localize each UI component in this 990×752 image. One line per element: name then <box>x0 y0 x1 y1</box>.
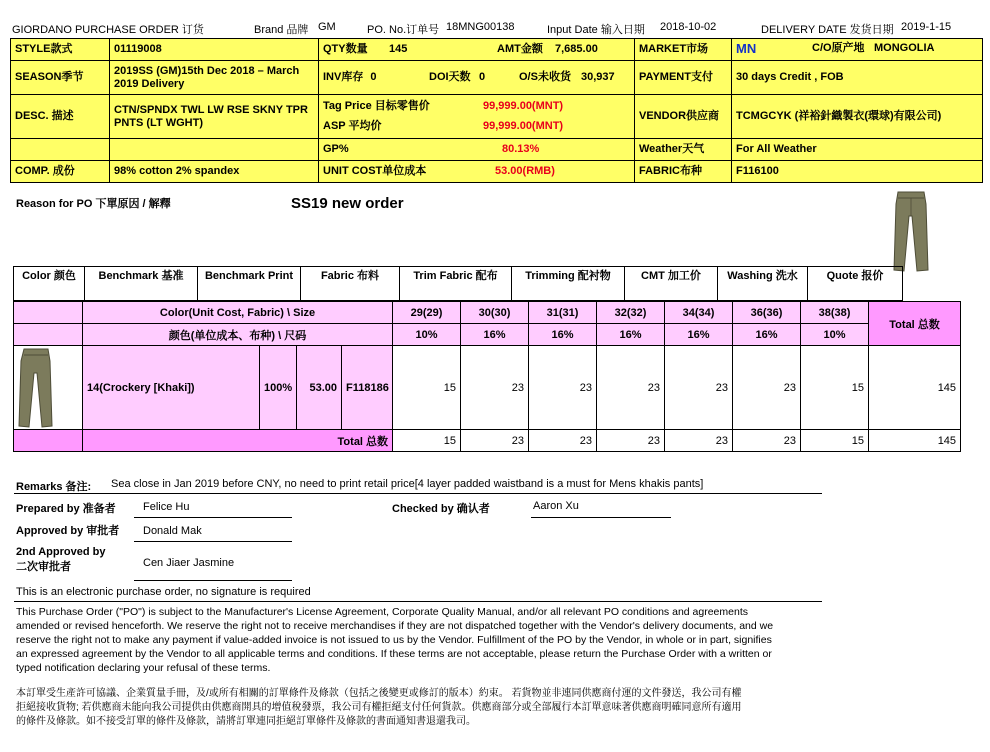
size-header: 29(29) <box>393 302 461 324</box>
po-number-value: 18MNG00138 <box>446 21 515 33</box>
tab-cmt[interactable]: CMT 加工价 <box>625 267 718 301</box>
signature-line <box>531 517 671 518</box>
legal-text-en <box>16 605 826 675</box>
signature-line <box>134 580 292 581</box>
gp-label: GP% <box>323 143 349 155</box>
legal-line: This Purchase Order ("PO") is subject to the Manufacturer's License Agreement, Corporate Quality Manual, and/or all relevant PO conditions and agreements <box>16 606 748 618</box>
asp-label: ASP 平均价 <box>323 120 382 132</box>
style-label: STYLE款式 <box>11 39 110 61</box>
legal-line: 拒絕接收貨物; 若供應商未能向我公司提供由供應商開具的增值稅發票，我公司有權拒絕支付任何貨款。供應商部分或全部履行本訂單意味著供應商明確同意所有適用 <box>16 702 742 713</box>
footer-qty: 15 <box>393 430 461 452</box>
size-ratio: 16% <box>665 324 733 346</box>
input-date-value: 2018-10-02 <box>660 21 717 33</box>
electronic-note: This is an electronic purchase order, no signature is required <box>16 586 311 598</box>
color-fabric: F118186 <box>342 346 393 430</box>
po-title: GIORDANO PURCHASE ORDER 订货 <box>12 24 204 36</box>
empty-cell <box>11 139 110 161</box>
os-value: 30,937 <box>581 71 615 83</box>
size-ratio: 16% <box>461 324 529 346</box>
second-approved-label-cn: 二次审批者 <box>16 561 71 573</box>
po-info-table <box>10 38 983 183</box>
footer-grand-total: 145 <box>869 430 961 452</box>
season-label: SEASON季节 <box>11 61 110 95</box>
size-header-en: Color(Unit Cost, Fabric) \ Size <box>83 302 393 324</box>
qty-label: QTY数量 <box>323 43 368 55</box>
row-total: 145 <box>869 346 961 430</box>
delivery-date-value: 2019-1-15 <box>901 21 952 33</box>
size-ratio: 16% <box>597 324 665 346</box>
gp-value: 80.13% <box>502 143 540 155</box>
size-ratio: 10% <box>801 324 869 346</box>
size-header: 32(32) <box>597 302 665 324</box>
footer-qty: 23 <box>461 430 529 452</box>
color-swatch-cell <box>14 346 83 430</box>
color-unit-cost: 53.00 <box>297 346 342 430</box>
size-header: 31(31) <box>529 302 597 324</box>
second-approved-value: Cen Jiaer Jasmine <box>143 557 235 569</box>
reason-value: SS19 new order <box>291 195 404 212</box>
tab-trimming[interactable]: Trimming 配衬物 <box>512 267 625 301</box>
second-approved-label-en: 2nd Approved by <box>16 546 106 558</box>
doi-label: DOI天数 <box>429 71 471 83</box>
tab-washing[interactable]: Washing 洗水 <box>718 267 808 301</box>
origin-value: MONGOLIA <box>874 42 935 54</box>
unit-cost-cell <box>319 161 635 183</box>
inv-value: 0 <box>370 71 377 83</box>
signature-line <box>134 541 292 542</box>
brand-value: GM <box>318 21 336 33</box>
market-label: MARKET市场 <box>635 39 732 61</box>
payment-value: 30 days Credit , FOB <box>732 61 983 95</box>
size-header: 36(36) <box>733 302 801 324</box>
legal-line: 本訂單受生產許可協議、企業質量手冊，及/或所有相關的訂單條件及條款（包括之後變更或修訂的版本）約束。 若貨物並非連同供應商付運的文件發送，我公司有權 <box>16 688 742 699</box>
footer-qty: 23 <box>597 430 665 452</box>
amt-value: 7,685.00 <box>555 43 598 55</box>
season-value: 2019SS (GM)15th Dec 2018 – March 2019 Delivery <box>110 61 319 95</box>
tag-price-value: 99,999.00(MNT) <box>483 100 564 112</box>
legal-line: reserve the right not to make any payment if value-added invoice is not issued to us by the Vendor. Fulfillment of the PO by the Vendor, in whole or in part, signifies <box>16 634 772 646</box>
asp-value: 99,999.00(MNT) <box>483 120 564 132</box>
table-row <box>14 346 961 430</box>
tab-trim-fabric[interactable]: Trim Fabric 配布 <box>400 267 512 301</box>
po-tabs-row <box>13 266 903 301</box>
inventory-cell <box>319 61 635 95</box>
po-number-label: PO. No.订单号 <box>367 24 440 36</box>
unit-cost-label: UNIT COST单位成本 <box>323 165 427 177</box>
weather-value: For All Weather <box>732 139 983 161</box>
footer-qty: 23 <box>665 430 733 452</box>
payment-label: PAYMENT支付 <box>635 61 732 95</box>
size-qty-cell[interactable]: 15 <box>393 346 461 430</box>
empty-cell <box>110 139 319 161</box>
size-breakdown-table <box>13 301 961 452</box>
approved-value: Donald Mak <box>143 525 202 537</box>
size-ratio: 10% <box>393 324 461 346</box>
amt-label: AMT金额 <box>497 43 543 55</box>
divider <box>14 601 822 602</box>
delivery-date-label: DELIVERY DATE 发货日期 <box>761 24 894 36</box>
prepared-value: Felice Hu <box>143 501 190 513</box>
legal-line: typed notification declaring your refusal of these terms. <box>16 662 271 674</box>
input-date-label: Input Date 输入日期 <box>547 24 645 36</box>
fabric-value: F116100 <box>732 161 983 183</box>
comp-label: COMP. 成份 <box>11 161 110 183</box>
footer-qty: 15 <box>801 430 869 452</box>
price-cell <box>319 95 635 139</box>
size-qty-cell[interactable]: 23 <box>529 346 597 430</box>
weather-label: Weather天气 <box>635 139 732 161</box>
color-name: 14(Crockery [Khaki]) <box>83 346 260 430</box>
size-ratio: 16% <box>733 324 801 346</box>
os-label: O/S未收货 <box>519 71 571 83</box>
legal-line: amended or revised henceforth. We reserve the right not to receive merchandises if they are not dispatched together with the Vendor's delivery documents, and we <box>16 620 774 632</box>
size-header-cn: 颜色(单位成本、布种) \ 尺码 <box>83 324 393 346</box>
footer-blank <box>14 430 83 452</box>
product-pants-thumbnail <box>890 190 932 274</box>
comp-value: 98% cotton 2% spandex <box>110 161 319 183</box>
checked-label: Checked by 确认者 <box>392 503 490 515</box>
color-percent: 100% <box>260 346 297 430</box>
legal-line: 的條件及條款。如不接受訂單的條件及條款，請將訂單連同拒絕訂單條件及條款的書面通知書退還我司。 <box>16 716 476 727</box>
footer-qty: 23 <box>733 430 801 452</box>
size-qty-cell[interactable]: 23 <box>461 346 529 430</box>
checked-value: Aaron Xu <box>533 500 579 512</box>
market-origin-cell <box>732 39 983 61</box>
footer-qty: 23 <box>529 430 597 452</box>
size-header-blank <box>14 324 83 346</box>
gp-cell <box>319 139 635 161</box>
tab-benchmark-print[interactable]: Benchmark Print <box>198 267 301 301</box>
tab-benchmark[interactable]: Benchmark 基准 <box>85 267 198 301</box>
doi-value: 0 <box>479 71 486 83</box>
brand-label: Brand 品牌 <box>254 24 309 36</box>
color-swatch-pants-image <box>16 347 56 429</box>
size-ratio: 16% <box>529 324 597 346</box>
legal-line: an expressed agreement by the Vendor to all applicable terms and conditions. If these terms are not acceptable, please return the Purchase Order with a written or <box>16 648 772 660</box>
fabric-label: FABRIC布种 <box>635 161 732 183</box>
divider <box>14 493 822 494</box>
size-header-blank <box>14 302 83 324</box>
footer-total-label: Total 总数 <box>83 430 393 452</box>
style-value: 01119008 <box>110 39 319 61</box>
qty-amt-cell <box>319 39 635 61</box>
market-value: MN <box>736 41 757 56</box>
origin-label: C/O原产地 <box>812 42 865 54</box>
tag-price-label: Tag Price 目标零售价 <box>323 100 430 112</box>
signature-line <box>134 517 292 518</box>
approved-label: Approved by 审批者 <box>16 525 120 537</box>
vendor-value: TCMGCYK (祥裕針織製衣(環球)有限公司) <box>732 95 983 139</box>
legal-text-cn <box>16 687 826 729</box>
size-qty-cell[interactable]: 23 <box>665 346 733 430</box>
inv-label: INV库存 <box>323 71 364 83</box>
table-footer-row <box>14 430 961 452</box>
tab-fabric[interactable]: Fabric 布料 <box>301 267 400 301</box>
prepared-label: Prepared by 准备者 <box>16 503 116 515</box>
remarks-text: Sea close in Jan 2019 before CNY, no need to print retail price[4 layer padded waistband is a must for Mens khakis pants] <box>111 478 704 490</box>
size-qty-cell[interactable]: 23 <box>597 346 665 430</box>
size-header: 34(34) <box>665 302 733 324</box>
vendor-label: VENDOR供应商 <box>635 95 732 139</box>
desc-value: CTN/SPNDX TWL LW RSE SKNY TPR PNTS (LT WGHT) <box>110 95 319 139</box>
reason-label: Reason for PO 下單原因 / 解釋 <box>16 198 171 210</box>
qty-value: 145 <box>389 43 408 55</box>
desc-label: DESC. 描述 <box>11 95 110 139</box>
size-qty-cell[interactable]: 23 <box>733 346 801 430</box>
tab-quote[interactable]: Quote 报价 <box>808 267 903 301</box>
unit-cost-value: 53.00(RMB) <box>495 165 555 177</box>
size-header: 38(38) <box>801 302 869 324</box>
total-header: Total 总数 <box>869 302 961 346</box>
tab-color[interactable]: Color 颜色 <box>14 267 85 301</box>
size-qty-cell[interactable]: 15 <box>801 346 869 430</box>
remarks-label: Remarks 备注: <box>16 481 92 493</box>
size-header: 30(30) <box>461 302 529 324</box>
